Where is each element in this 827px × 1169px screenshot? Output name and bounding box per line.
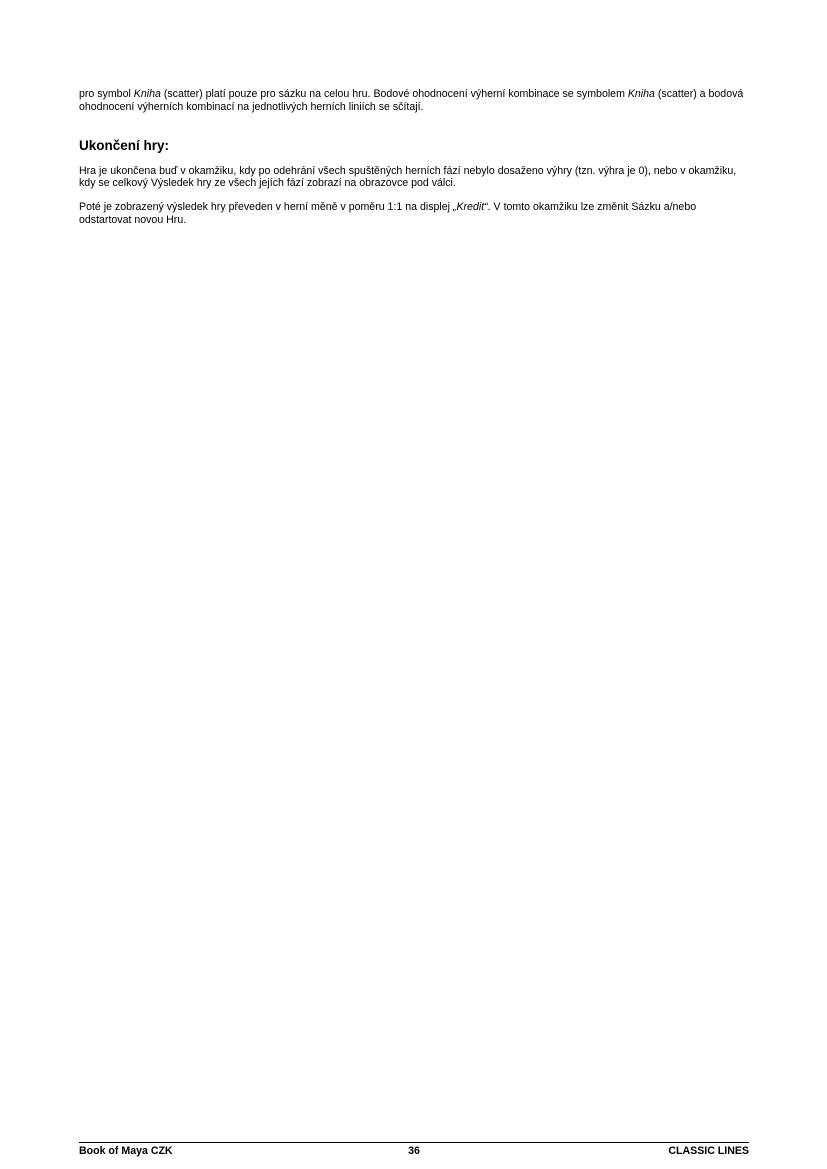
footer-title: Book of Maya CZK xyxy=(79,1145,173,1157)
document-body xyxy=(79,88,749,227)
paragraph-text: . V tomto okamžiku lze změnit Sázku a/nebo odstartovat novou Hru. xyxy=(79,201,697,226)
symbol-name-kniha: Kniha xyxy=(627,88,655,100)
paragraph-scatter-rule xyxy=(79,88,749,114)
page-footer xyxy=(79,1142,749,1158)
page-number: 36 xyxy=(408,1145,420,1157)
paragraph-text: (scatter) a bodová ohodnocení výherních kombinací na jednotlivých herních liniích se sčítají. xyxy=(79,88,744,113)
section-heading: Ukončení hry: xyxy=(79,137,170,153)
paragraph-text: Poté je zobrazený výsledek hry převeden v herní měně v poměru 1:1 na displej xyxy=(79,201,453,214)
footer-product-line: CLASSIC LINES xyxy=(668,1145,749,1157)
display-name-kredit: „Kredit“ xyxy=(452,201,488,214)
symbol-name-kniha: Kniha xyxy=(133,88,161,100)
paragraph-text: (scatter) platí pouze pro sázku na celou hru. Bodové ohodnocení výherní kombinace se symbolem xyxy=(160,88,628,100)
paragraph-game-end: Hra je ukončena buď v okamžiku, kdy po odehrání všech spuštěných herních fází nebylo dosaženo výhry (tzn. výhra je 0), nebo v okamžiku, kdy se celkový Výsledek hry ze všech jejích fází zobrazí na obrazovce pod válci. xyxy=(79,164,737,190)
paragraph-credit-transfer xyxy=(79,201,749,227)
paragraph-text: pro symbol xyxy=(79,88,134,100)
